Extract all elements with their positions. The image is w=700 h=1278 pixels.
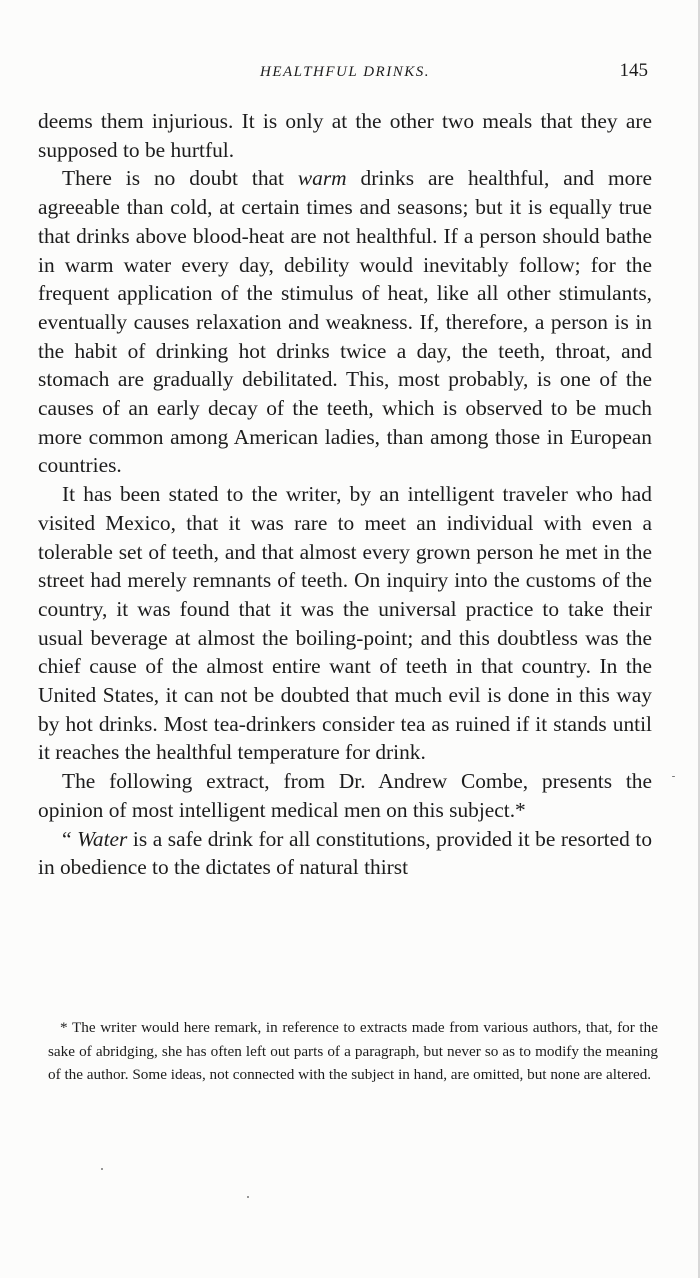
text-run: The following extract, from Dr. Andrew Combe, presents the opinion of most intelligent medical men on this subject.*: [38, 769, 652, 822]
running-title: HEALTHFUL DRINKS.: [260, 64, 430, 80]
text-run: “: [62, 826, 78, 851]
paragraph: [38, 480, 652, 767]
text-run: There is no doubt that: [62, 166, 298, 191]
paper-speck: [247, 1196, 249, 1198]
italic-text: Water: [77, 826, 128, 851]
paragraph: [38, 767, 652, 824]
text-run: deems them injurious. It is only at the other two meals that they are supposed to be hurtful.: [38, 109, 652, 162]
footnote: * The writer would here remark, in reference to extracts made from various authors, that, for the sake of abridging, she has often left out parts of a paragraph, but never so as to modify the meaning of the author. Some ideas, not connected with the subject in hand, are omitted, but none are altered.: [48, 1019, 658, 1083]
page-number: 145: [619, 60, 648, 81]
body-text: [38, 107, 652, 882]
paper-speck: [101, 1168, 103, 1170]
text-run: drinks are healthful, and more agreeable than cold, at certain times and seasons; but it is equally true that drinks above blood-heat are not healthful. If a person should bathe in warm water every day, debility would inevitably follow; for the frequent application of the stimulus of heat, like all other stimulants, eventually causes relaxation and weakness. If, therefore, a person is in the habit of drinking hot drinks twice a day, the teeth, throat, and stomach are gradually debilitated. This, most probably, is one of the causes of an early decay of the teeth, which is observed to be much more common among American ladies, than among those in European countries.: [38, 166, 652, 478]
text-run: is a safe drink for all constitutions, provided it be resorted to in obedience to the dictates of natural thirst: [38, 826, 653, 880]
paragraph: [38, 164, 652, 480]
italic-text: warm: [297, 166, 347, 191]
paragraph: [38, 825, 652, 882]
paper-speck: [672, 776, 675, 777]
paragraph: [38, 107, 652, 164]
page-header: [38, 60, 652, 88]
text-run: It has been stated to the writer, by an intelligent traveler who had visited Mexico, that it was rare to meet an individual with even a tolerable set of teeth, and that almost every grown person he met in the street had merely remnants of teeth. On inquiry into the customs of the country, it was found that it was the universal practice to take their usual beverage at almost the boiling-point; and this doubtless was the chief cause of the almost entire want of teeth in that country. In the United States, it can not be doubted that much evil is done in this way by hot drinks. Most tea-drinkers consider tea as ruined if it stands until it reaches the healthful temperature for drink.: [38, 482, 652, 765]
footnotes: [48, 1016, 658, 1087]
